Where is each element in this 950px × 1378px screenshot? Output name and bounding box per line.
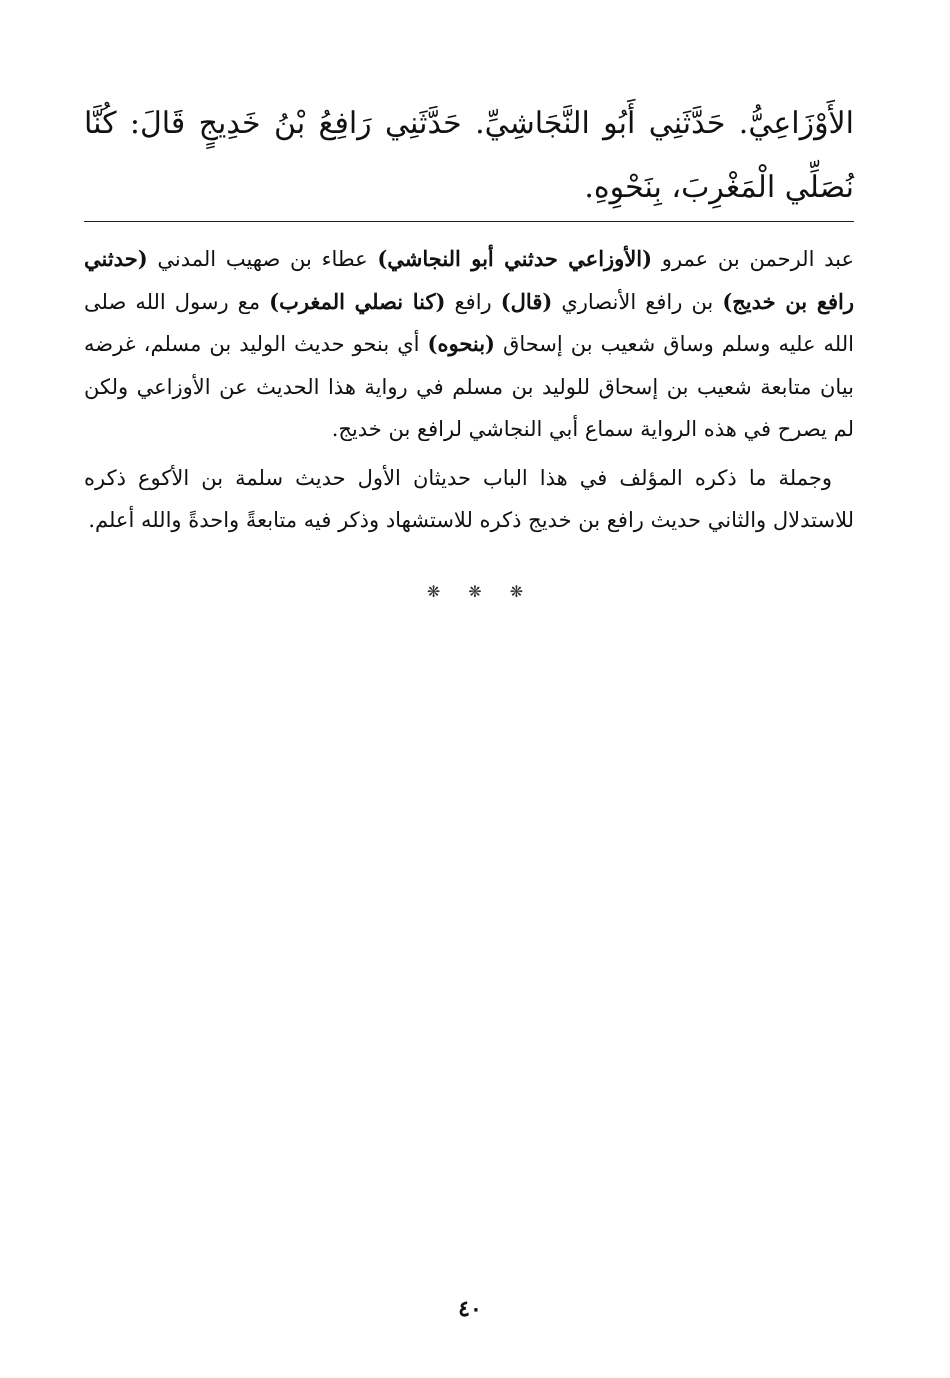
commentary-paragraph-1 [84, 238, 854, 451]
commentary-paragraph-2: وجملة ما ذكره المؤلف في هذا الباب حديثان الأول حديث سلمة بن الأكوع ذكره للاستدلال والثاني حديث رافع بن خديج ذكره للاستشهاد وذكر فيه متابعةً واحدةً والله أعلم. [84, 465, 854, 532]
commentary-quote: (الأوزاعي حدثني أبو النجاشي) [377, 246, 653, 271]
section-separator [0, 582, 950, 601]
separator-star-icon: ❋ [426, 582, 441, 601]
footnote-divider [84, 221, 854, 222]
commentary-segment: بن رافع الأنصاري [552, 289, 723, 314]
separator-star-icon: ❋ [509, 582, 524, 601]
separator-star-icon: ❋ [468, 582, 482, 601]
commentary-segment: مع رسول الله صلى الله عليه وسلم وساق شعيب بن إسحاق [84, 289, 854, 356]
commentary-quote: (كنا نصلي المغرب) [269, 288, 446, 314]
hadith-text: الأَوْزَاعِيُّ. حَدَّثَنِي أَبُو النَّجَاشِيِّ. حَدَّثَنِي رَافِعُ بْنُ خَدِيجٍ قَالَ: كُنَّا نُصَلِّي الْمَغْرِبَ، بِنَحْوِهِ. [84, 106, 854, 205]
commentary-quote: (حدثني رافع بن خديج) [84, 246, 855, 314]
page-number: ٤٠ [458, 1296, 482, 1322]
commentary-quote: (قال) [500, 288, 553, 314]
commentary-quote: (بنحوه) [427, 331, 495, 356]
commentary-segment: رافع [445, 289, 501, 314]
commentary-segment: أي بنحو حديث الوليد بن مسلم، غرضه بيان متابعة شعيب بن إسحاق للوليد بن مسلم في رواية هذا الحديث عن الأوزاعي ولكن لم يصرح في هذه الرواية سماع أبي النجاشي لرافع بن خديج. [84, 332, 854, 441]
commentary-segment: عطاء بن صهيب المدني [147, 247, 378, 271]
commentary-block [84, 238, 854, 542]
commentary-segment: عبد الرحمن بن عمرو [652, 247, 855, 271]
